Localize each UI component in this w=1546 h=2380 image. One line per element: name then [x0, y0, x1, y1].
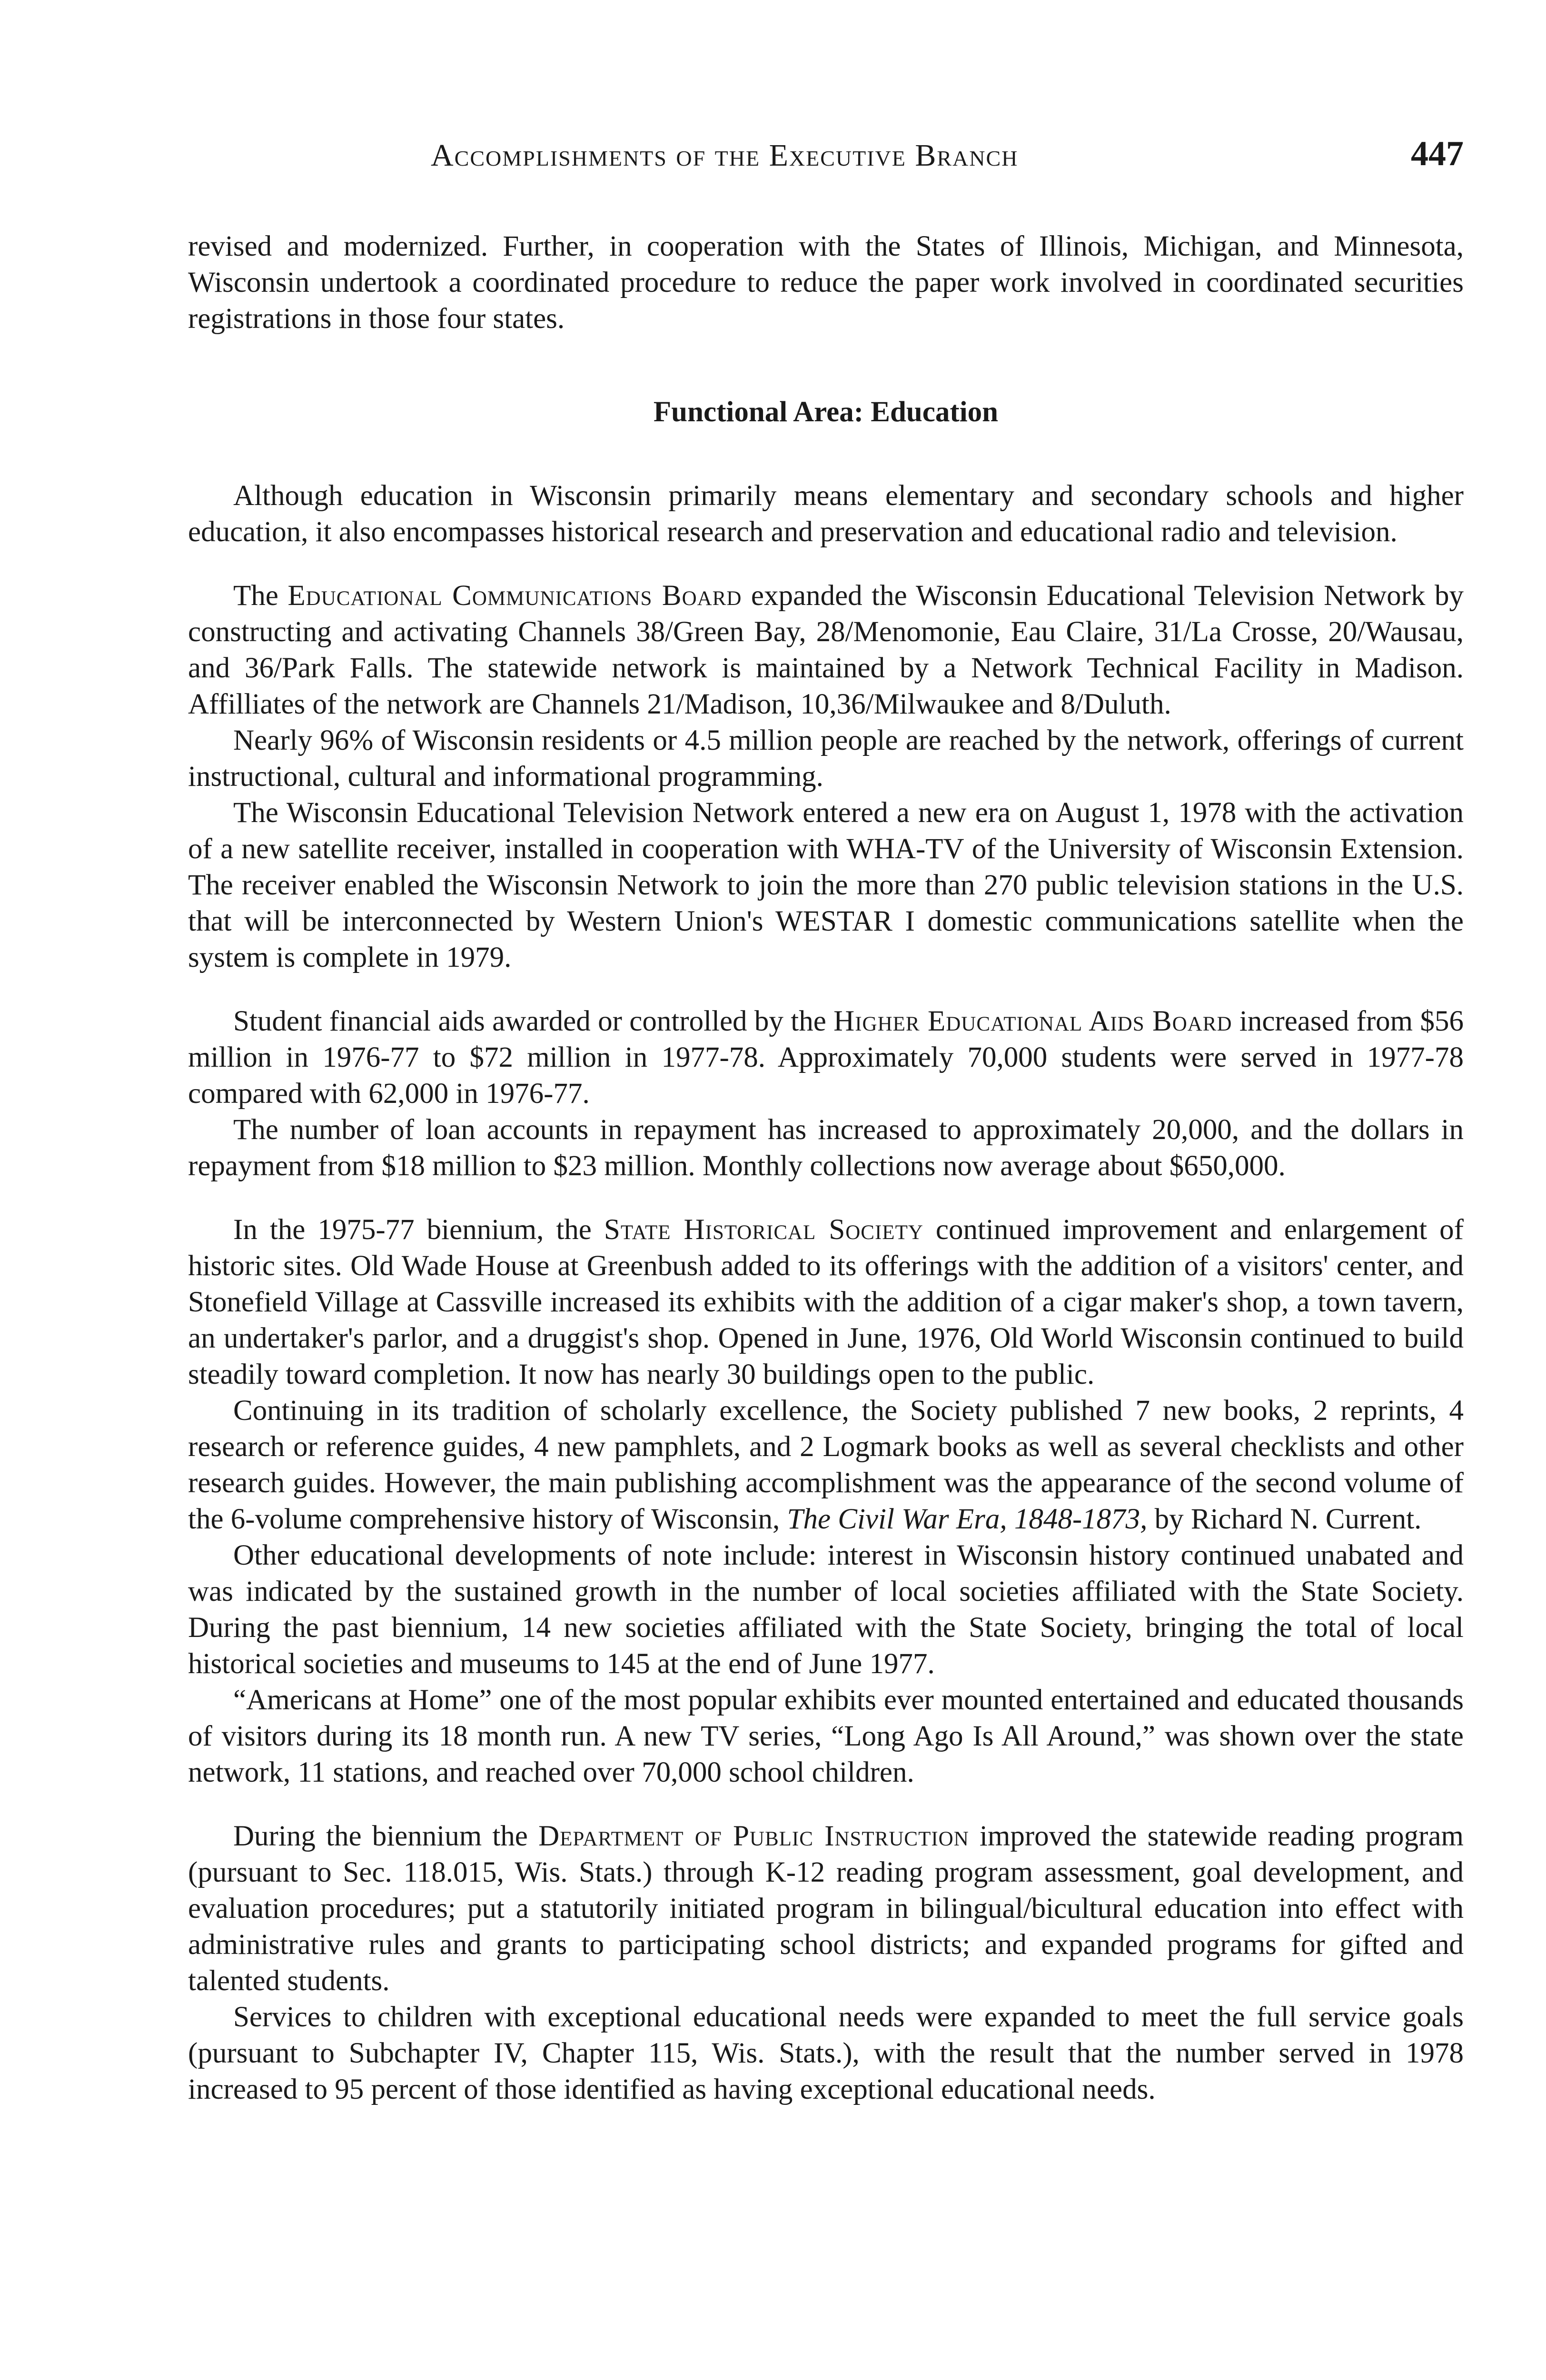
section-heading: Functional Area: Education	[653, 396, 999, 428]
text-run: expanded the Wisconsin Educational Television Network by constructing and activating Channels 38/Green Bay, 28/Menomonie, Eau Claire, 31/La Crosse, 20/Wausau, and 36/Park Falls. The statewide network is maintained by a Network Technical Facility in Madison. Affilliates of the network are Channels 21/Madison, 10,36/Milwaukee and 8/Duluth.	[188, 580, 1464, 720]
paragraph-continuation: revised and modernized. Further, in cooperation with the States of Illinois, Michigan, and Minnesota, Wisconsin undertook a coordinated procedure to reduce the paper work involved in coordinated securities registrations in those four states.	[188, 230, 1464, 335]
paragraph-historical-society	[188, 1212, 1464, 1393]
agency-name: Department of Public Instruction	[538, 1820, 969, 1852]
page-number: 447	[1411, 134, 1464, 173]
paragraph-publications	[188, 1393, 1464, 1537]
book-title: The Civil War Era, 1848-1873,	[787, 1503, 1148, 1535]
text-run: The	[233, 580, 288, 612]
text-run: increased from $56 million in 1976-77 to $72 million in 1977-78. Approximately 70,000 students were served in 1977-78 compared with 62,000 in 1976-77.	[188, 1005, 1464, 1110]
text-run: Continuing in its tradition of scholarly excellence, the Society published 7 new books, 2 reprints, 4 research or reference guides, 4 new pamphlets, and 2 Logmark books as well as several checklists and other research guides. However, the main publishing accomplishment was the appearance of the second volume of the 6-volume comprehensive history of Wisconsin,	[188, 1395, 1464, 1535]
running-head: Accomplishments of the Executive Branch	[431, 138, 1019, 173]
text-run: by Richard N. Current.	[1147, 1503, 1422, 1535]
agency-name: State Historical Society	[604, 1214, 923, 1246]
page-header	[188, 131, 1464, 183]
agency-name: Educational Communications Board	[287, 580, 742, 612]
paragraph-exceptional-needs: Services to children with exceptional educational needs were expanded to meet the full service goals (pursuant to Subchapter IV, Chapter 115, Wis. Stats.), with the result that the number served in 1978 increased to 95 percent of those identified as having exceptional educational needs.	[188, 2001, 1464, 2105]
page-body	[188, 228, 1464, 2108]
text-run: In the 1975-77 biennium, the	[233, 1214, 604, 1246]
paragraph-public-instruction	[188, 1818, 1464, 1999]
text-run: continued improvement and enlargement of historic sites. Old Wade House at Greenbush added to its offerings with the addition of a visitors' center, and Stonefield Village at Cassville increased its exhibits with the addition of a cigar maker's shop, a town tavern, an undertaker's parlor, and a druggist's shop. Opened in June, 1976, Old World Wisconsin continued to build steadily toward completion. It now has nearly 30 buildings open to the public.	[188, 1214, 1464, 1390]
text-run: improved the statewide reading program (pursuant to Sec. 118.015, Wis. Stats.) through K-12 reading program assessment, goal development, and evaluation procedures; put a statutorily initiated program in bilingual/bicultural education into effect with administrative rules and grants to participating school districts; and expanded programs for gifted and talented students.	[188, 1820, 1464, 1997]
paragraph-financial-aids	[188, 1003, 1464, 1112]
paragraph-loan-accounts: The number of loan accounts in repayment has increased to approximately 20,000, and the dollars in repayment from $18 million to $23 million. Monthly collections now average about $650,000.	[188, 1114, 1464, 1182]
text-run: Student financial aids awarded or controlled by the	[233, 1005, 834, 1037]
paragraph-local-societies: Other educational developments of note include: interest in Wisconsin history continued unabated and was indicated by the sustained growth in the number of local societies affiliated with the State Society. During the past biennium, 14 new societies affiliated with the State Society, bringing the total of local historical societies and museums to 145 at the end of June 1977.	[188, 1539, 1464, 1680]
text-run: During the biennium the	[233, 1820, 539, 1852]
paragraph-education-intro: Although education in Wisconsin primarily means elementary and secondary schools and higher education, it also encompasses historical research and preservation and educational radio and television.	[188, 480, 1464, 548]
paragraph-network-reach: Nearly 96% of Wisconsin residents or 4.5 million people are reached by the network, offerings of current instructional, cultural and informational programming.	[188, 724, 1464, 793]
paragraph-satellite: The Wisconsin Educational Television Network entered a new era on August 1, 1978 with the activation of a new satellite receiver, installed in cooperation with WHA-TV of the University of Wisconsin Extension. The receiver enabled the Wisconsin Network to join the more than 270 public television stations in the U.S. that will be interconnected by Western Union's WESTAR I domestic communications satellite when the system is complete in 1979.	[188, 797, 1464, 973]
paragraph-educational-communications	[188, 578, 1464, 723]
paragraph-exhibits: “Americans at Home” one of the most popular exhibits ever mounted entertained and educated thousands of visitors during its 18 month run. A new TV series, “Long Ago Is All Around,” was shown over the state network, 11 stations, and reached over 70,000 school children.	[188, 1684, 1464, 1788]
agency-name: Higher Educational Aids Board	[833, 1005, 1232, 1037]
